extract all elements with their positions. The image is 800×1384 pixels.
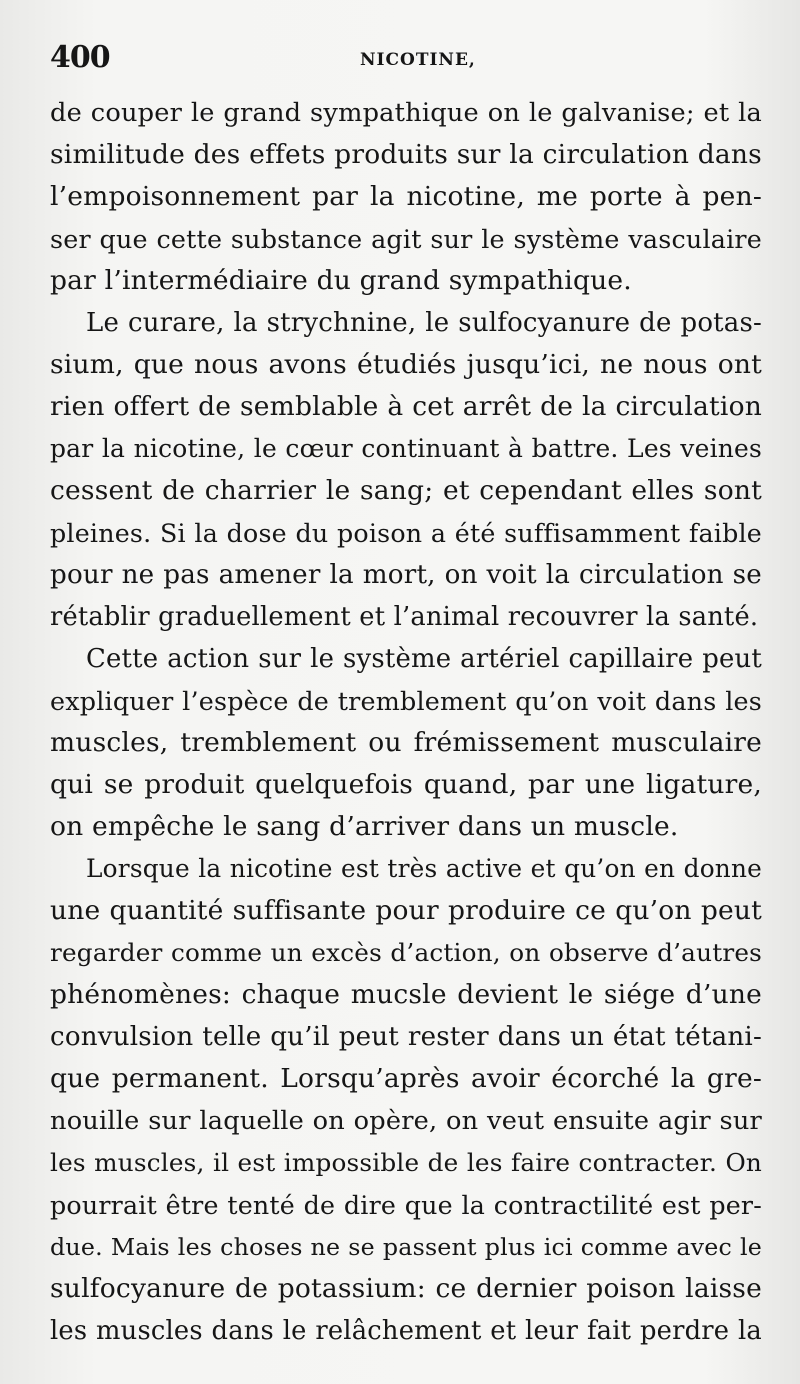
text-line: pour ne pas amener la mort, on voit la circulation se: [50, 560, 762, 590]
text-line: sium, que nous avons étudiés jusqu’ici, ne nous ont: [50, 349, 762, 380]
paragraph: [50, 848, 762, 1352]
text-line: rien offert de semblable à cet arrêt de la circulation: [50, 391, 762, 422]
paragraph: [50, 302, 762, 638]
text-line: pleines. Si la dose du poison a été suffisamment faible: [50, 518, 762, 548]
running-title: NICOTINE,: [360, 50, 476, 70]
text-line: similitude des effets produits sur la circulation dans: [50, 139, 762, 170]
page-number: 400: [50, 40, 110, 75]
text-line: Le curare, la strychnine, le sulfocyanure de potas-: [86, 308, 762, 338]
paragraph: [50, 92, 762, 302]
text-line: pourrait être tenté de dire que la contractilité est per-: [50, 1190, 762, 1220]
text-line: convulsion telle qu’il peut rester dans un état tétani-: [50, 1022, 762, 1052]
text-line: de couper le grand sympathique on le galvanise; et la: [50, 98, 762, 128]
text-line: Lorsque la nicotine est très active et qu’on en donne: [86, 854, 762, 883]
text-line: cessent de charrier le sang; et cependant elles sont: [50, 475, 762, 506]
text-line: Cette action sur le système artériel capillaire peut: [86, 644, 762, 674]
text-line: les muscles dans le relâchement et leur fait perdre la: [50, 1316, 762, 1346]
text-line: on empêche le sang d’arriver dans un muscle.: [50, 811, 679, 842]
text-line: nouille sur laquelle on opère, on veut ensuite agir sur: [50, 1106, 762, 1136]
text-line: ser que cette substance agit sur le système vasculaire: [50, 224, 762, 254]
paragraph: [50, 638, 762, 848]
text-line: que permanent. Lorsqu’après avoir écorché la gre-: [50, 1063, 762, 1094]
text-line: les muscles, il est impossible de les faire contracter. On: [50, 1148, 762, 1177]
body-text: [50, 92, 762, 1352]
text-line: regarder comme un excès d’action, on observe d’autres: [50, 938, 762, 967]
text-line: due. Mais les choses ne se passent plus ici comme avec le: [50, 1233, 762, 1261]
text-line: rétablir graduellement et l’animal recouvrer la santé.: [50, 602, 759, 632]
running-head: [50, 38, 762, 78]
text-line: sulfocyanure de potassium: ce dernier poison laisse: [50, 1273, 762, 1304]
text-line: par la nicotine, le cœur continuant à battre. Les veines: [50, 434, 762, 463]
text-line: phénomènes: chaque mucsle devient le siége d’une: [50, 979, 762, 1010]
text-line: une quantité suffisante pour produire ce qu’on peut: [50, 895, 762, 926]
text-line: muscles, tremblement ou frémissement musculaire: [50, 727, 762, 758]
text-line: par l’intermédiaire du grand sympathique.: [50, 265, 632, 296]
text-line: l’empoisonnement par la nicotine, me porte à pen-: [50, 181, 762, 212]
text-line: expliquer l’espèce de tremblement qu’on voit dans les: [50, 686, 762, 716]
text-line: qui se produit quelquefois quand, par une ligature,: [50, 769, 762, 800]
